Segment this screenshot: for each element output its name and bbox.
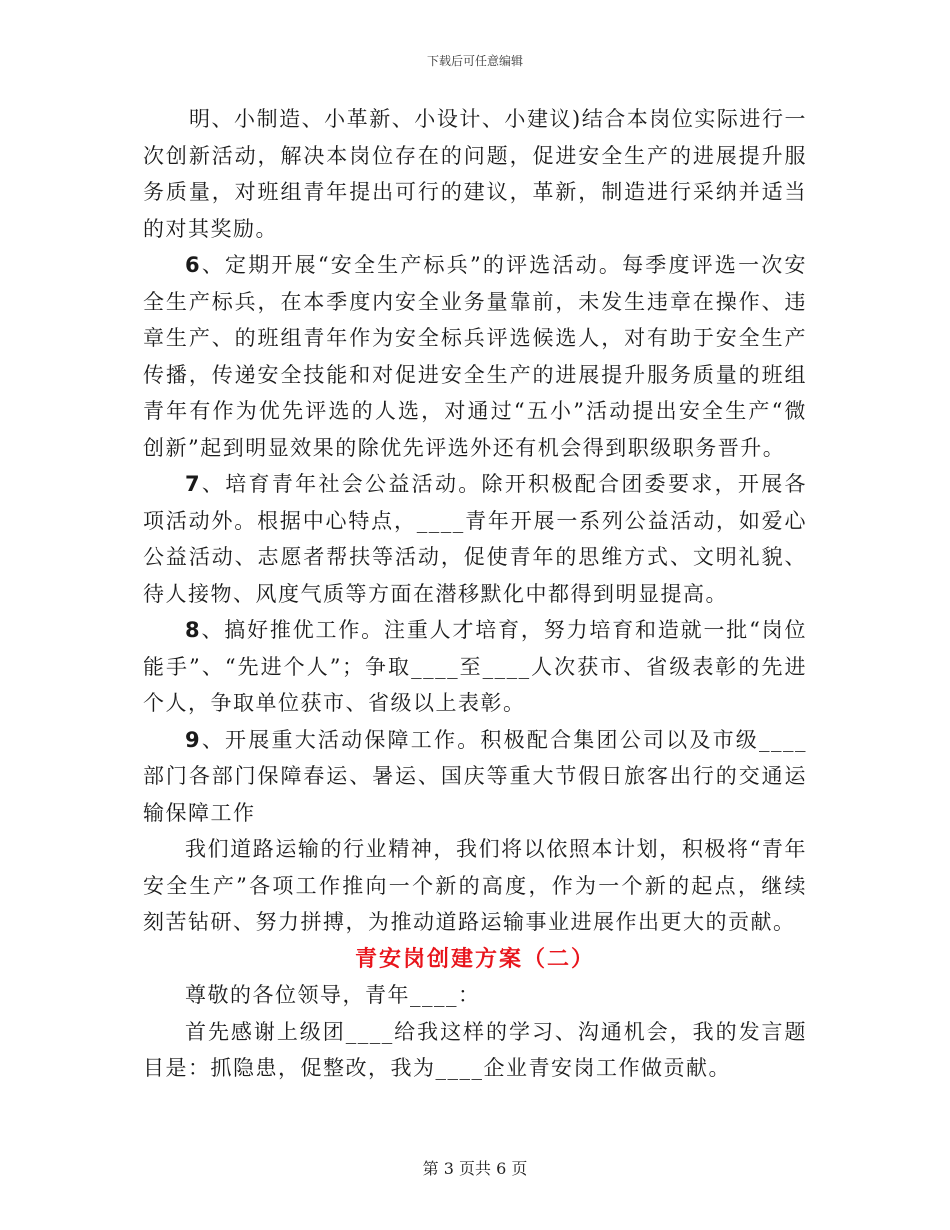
paragraph-greeting	[143, 977, 807, 1014]
paragraph-conclusion	[143, 831, 807, 941]
paragraph-text: 、开展重大活动保障工作。积极配合集团公司以及市级____部门各部门保障春运、暑运、国庆等重大节假日旅客出行的交通运输保障工作	[143, 727, 807, 825]
document-body	[143, 101, 807, 1087]
page-footer: 第 3 页共 6 页	[422, 1159, 528, 1178]
paragraph	[143, 101, 807, 247]
section-title: 青安岗创建方案（二）	[354, 945, 595, 972]
paragraph-text: 明、小制造、小革新、小设计、小建议)结合本岗位实际进行一次创新活动，解决本岗位存在的问题，促进安全生产的进展提升服务质量，对班组青年提出可行的建议，革新，制造进行采纳并适当的对其奖励。	[143, 107, 807, 241]
item-number: 7	[185, 472, 202, 496]
paragraph-text: 、搞好推优工作。注重人才培育，努力培育和造就一批“岗位能手”、“先进个人”；争取____至____人次获市、省级表彰的先进个人，争取单位获市、省级以上表彰。	[143, 618, 807, 715]
paragraph-text: 尊敬的各位领导，青年____：	[185, 983, 481, 1007]
paragraph-item-6	[143, 247, 807, 466]
paragraph-text: 首先感谢上级团____给我这样的学习、沟通机会，我的发言题目是：抓隐患，促整改，我为____企业青安岗工作做贡献。	[143, 1019, 807, 1080]
item-number: 8	[185, 618, 202, 642]
paragraph-item-9	[143, 722, 807, 832]
page-header: 下载后可任意编辑	[426, 54, 523, 68]
paragraph-text: 我们道路运输的行业精神，我们将以依照本计划，积极将“青年安全生产”各项工作推向一个新的高度，作为一个新的起点，继续刻苦钻研、努力拼搏，为推动道路运输事业进展作出更大的贡献。	[143, 837, 807, 934]
item-number: 9	[185, 727, 202, 752]
paragraph-item-8	[143, 612, 807, 722]
paragraph-text: 、定期开展“安全生产标兵”的评选活动。每季度评选一次安全生产标兵，在本季度内安全业务量靠前，未发生违章在操作、违章生产、的班组青年作为安全标兵评选候选人，对有助于安全生产传播，传递安全技能和对促进安全生产的进展提升服务质量的班组青年有作为优先评选的人选，对通过“五小”活动提出安全生产“微创新”起到明显效果的除优先评选外还有机会得到职级职务晋升。	[143, 253, 807, 460]
item-number: 6	[185, 253, 202, 277]
paragraph-intro	[143, 1014, 807, 1087]
paragraph-item-7	[143, 466, 807, 612]
paragraph-text: 、培育青年社会公益活动。除开积极配合团委要求，开展各项活动外。根据中心特点，____青年开展一系列公益活动，如爱心公益活动、志愿者帮扶等活动，促使青年的思维方式、文明礼貌、待人接物、风度气质等方面在潜移默化中都得到明显提高。	[143, 472, 807, 606]
